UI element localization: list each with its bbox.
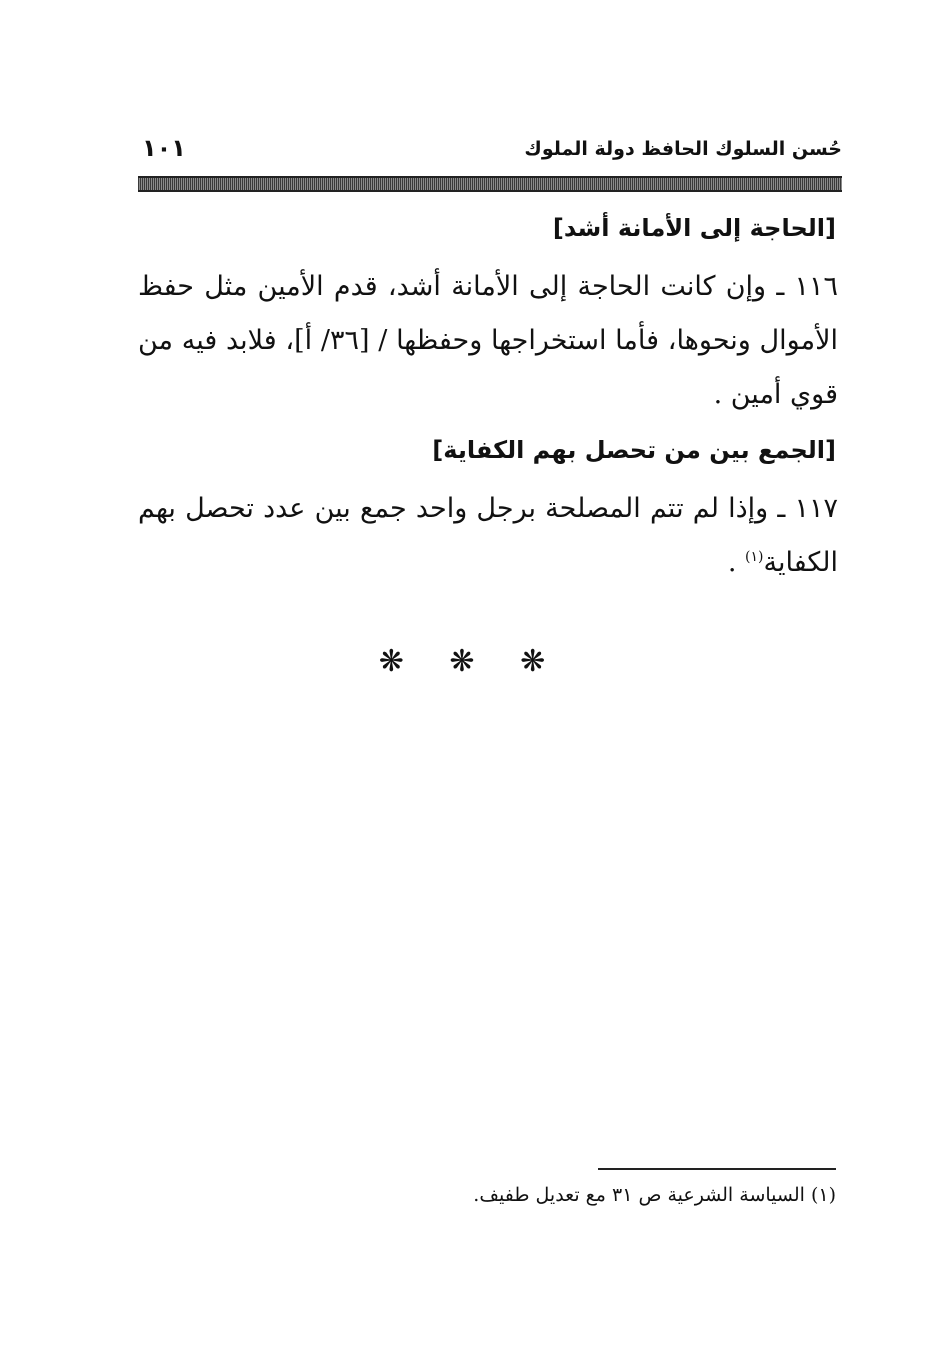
section-heading-trust: [الحاجة إلى الأمانة أشد] — [552, 214, 836, 242]
running-title: حُسن السلوك الحافظ دولة الملوك — [524, 138, 842, 160]
paragraph-117 — [138, 482, 838, 590]
paragraph-116: ١١٦ ـ وإن كانت الحاجة إلى الأمانة أشد، قدم الأمين مثل حفظ الأموال ونحوها، فأما استخراجها وحفظها / [٣٦/ أ]، فلابد فيه من قوي أمين . — [138, 271, 838, 410]
main-content — [138, 206, 838, 596]
page-number: ١٠١ — [142, 134, 186, 162]
footnote-rule — [598, 1168, 836, 1170]
paragraph-117-end: . — [727, 547, 746, 578]
page-header — [138, 132, 842, 172]
section-separator: ❋ ❋ ❋ — [378, 644, 564, 679]
paragraph-117-text: ١١٧ ـ وإذا لم تتم المصلحة برجل واحد جمع بين عدد تحصل بهم الكفاية — [138, 493, 838, 578]
footnote-marker[interactable]: (١) — [745, 549, 764, 565]
header-rule — [138, 176, 842, 192]
section-heading-sufficiency: [الجمع بين من تحصل بهم الكفاية] — [432, 436, 836, 464]
footnote: (١) السياسة الشرعية ص ٣١ مع تعديل طفيف. — [473, 1184, 836, 1206]
